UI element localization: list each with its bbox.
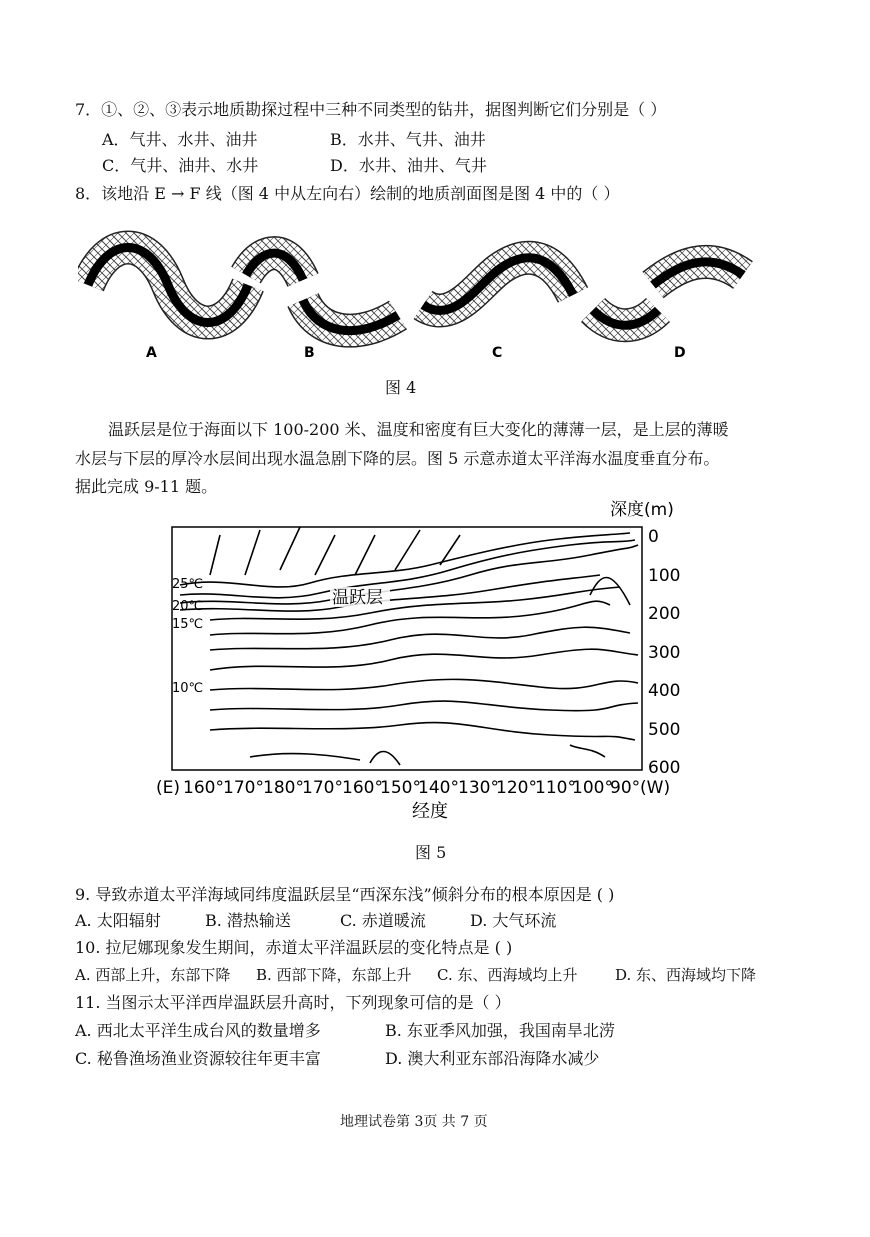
fig5-temp-10: 10℃ bbox=[172, 681, 204, 696]
fig5-lon-tick: 170° bbox=[302, 778, 343, 798]
fig5-lon-tick: 130° bbox=[458, 778, 499, 798]
fig5-lon-tick: 140° bbox=[418, 778, 459, 798]
q10-option-b: B. 西部下降，东部上升 bbox=[256, 966, 412, 984]
page-footer: 地理试卷第 3页 共 7 页 bbox=[340, 1114, 488, 1130]
fig5-depth-tick: 200 bbox=[648, 604, 681, 624]
fig4-label-b: B bbox=[304, 345, 315, 361]
fig5-lon-tick: 170° bbox=[223, 778, 264, 798]
q7-option-d: D．水井、油井、气井 bbox=[330, 156, 487, 175]
q9-option-c: C. 赤道暖流 bbox=[340, 911, 426, 930]
fig4-label-d: D bbox=[674, 345, 686, 361]
fig5-depth-tick: 500 bbox=[648, 720, 681, 740]
q11-option-a: A. 西北太平洋生成台风的数量增多 bbox=[75, 1021, 321, 1040]
q11-stem: 11. 当图示太平洋西岸温跃层升高时，下列现象可信的是（ ） bbox=[75, 993, 511, 1012]
fig4-label-a: A bbox=[146, 345, 157, 361]
fig5-lon-tick: 160° bbox=[342, 778, 383, 798]
fig4-section-a bbox=[88, 248, 248, 323]
fig5-lon-tick: (W) bbox=[640, 778, 671, 798]
fig5-thermocline-label: 温跃层 bbox=[332, 588, 383, 608]
q7-option-b: B．水井、气井、油井 bbox=[330, 130, 486, 149]
q10-stem: 10. 拉尼娜现象发生期间，赤道太平洋温跃层的变化特点是 ( ) bbox=[75, 938, 513, 957]
fig5-lon-tick: 180° bbox=[263, 778, 304, 798]
q9-option-b: B. 潜热输送 bbox=[205, 911, 291, 930]
fig4-label-c: C bbox=[492, 345, 503, 361]
fig5-depth-tick: 300 bbox=[648, 643, 681, 663]
fig4-section-d bbox=[593, 262, 743, 325]
q10-option-d: D. 东、西海域均下降 bbox=[615, 966, 757, 984]
q11-option-b: B. 东亚季风加强，我国南旱北涝 bbox=[385, 1021, 615, 1040]
fig5-lon-tick: 90° bbox=[610, 778, 641, 798]
fig5-lon-tick: 110° bbox=[535, 778, 576, 798]
intro-line-2: 水层与下层的厚冷水层间出现水温急剧下降的层。图 5 示意赤道太平洋海水温度垂直分布。 bbox=[75, 449, 720, 468]
fig4-section-c bbox=[423, 258, 573, 311]
q11-option-d: D. 澳大利亚东部沿海降水减少 bbox=[385, 1049, 600, 1068]
q7-stem: 7．①、②、③表示地质勘探过程中三种不同类型的钻井，据图判断它们分别是（ ） bbox=[75, 100, 667, 119]
q10-option-c: C. 东、西海域均上升 bbox=[437, 966, 578, 984]
fig5-depth-tick: 100 bbox=[648, 566, 681, 586]
fig5-depth-tick: 400 bbox=[648, 681, 681, 701]
fig5-lon-tick: 100° bbox=[572, 778, 613, 798]
figure-4-caption: 图 4 bbox=[385, 378, 417, 397]
fig5-depth-tick: 600 bbox=[648, 758, 681, 778]
q8-stem: 8．该地沿 E → F 线（图 4 中从左向右）绘制的地质剖面图是图 4 中的（ ） bbox=[75, 184, 620, 203]
q9-option-a: A. 太阳辐射 bbox=[75, 911, 161, 930]
intro-line-1: 温跃层是位于海面以下 100-200 米、温度和密度有巨大变化的薄薄一层，是上层的薄暖 bbox=[108, 420, 729, 439]
figure-4-geologic-sections bbox=[78, 225, 758, 370]
fig5-depth-title: 深度(m) bbox=[610, 500, 674, 520]
figure-5-caption: 图 5 bbox=[415, 843, 447, 862]
figure-5-ocean-temperature bbox=[150, 495, 710, 825]
q7-option-a: A．气井、水井、油井 bbox=[102, 130, 258, 149]
fig5-lon-tick: 120° bbox=[496, 778, 537, 798]
intro-line-3: 据此完成 9-11 题。 bbox=[75, 477, 218, 496]
fig5-depth-tick: 0 bbox=[648, 527, 659, 547]
fig5-longitude-axis bbox=[156, 778, 670, 798]
fig5-temp-25: 25℃ bbox=[172, 577, 204, 592]
fig5-lon-tick: 150° bbox=[380, 778, 421, 798]
fig5-temp-20: 20℃ bbox=[172, 599, 204, 614]
fig5-x-label: 经度 bbox=[412, 801, 448, 822]
fig4-section-b bbox=[246, 253, 398, 331]
q7-option-c: C．气井、油井、水井 bbox=[102, 156, 259, 175]
q10-option-a: A. 西部上升，东部下降 bbox=[75, 966, 231, 984]
q9-stem: 9. 导致赤道太平洋海域同纬度温跃层呈“西深东浅”倾斜分布的根本原因是 ( ) bbox=[75, 885, 615, 904]
q11-option-c: C. 秘鲁渔场渔业资源较往年更丰富 bbox=[75, 1049, 321, 1068]
fig5-lon-tick: (E) bbox=[156, 778, 181, 798]
fig5-temp-15: 15℃ bbox=[172, 617, 204, 632]
fig5-isotherms bbox=[180, 527, 638, 765]
fig5-lon-tick: 160° bbox=[183, 778, 224, 798]
q9-option-d: D. 大气环流 bbox=[470, 911, 557, 930]
